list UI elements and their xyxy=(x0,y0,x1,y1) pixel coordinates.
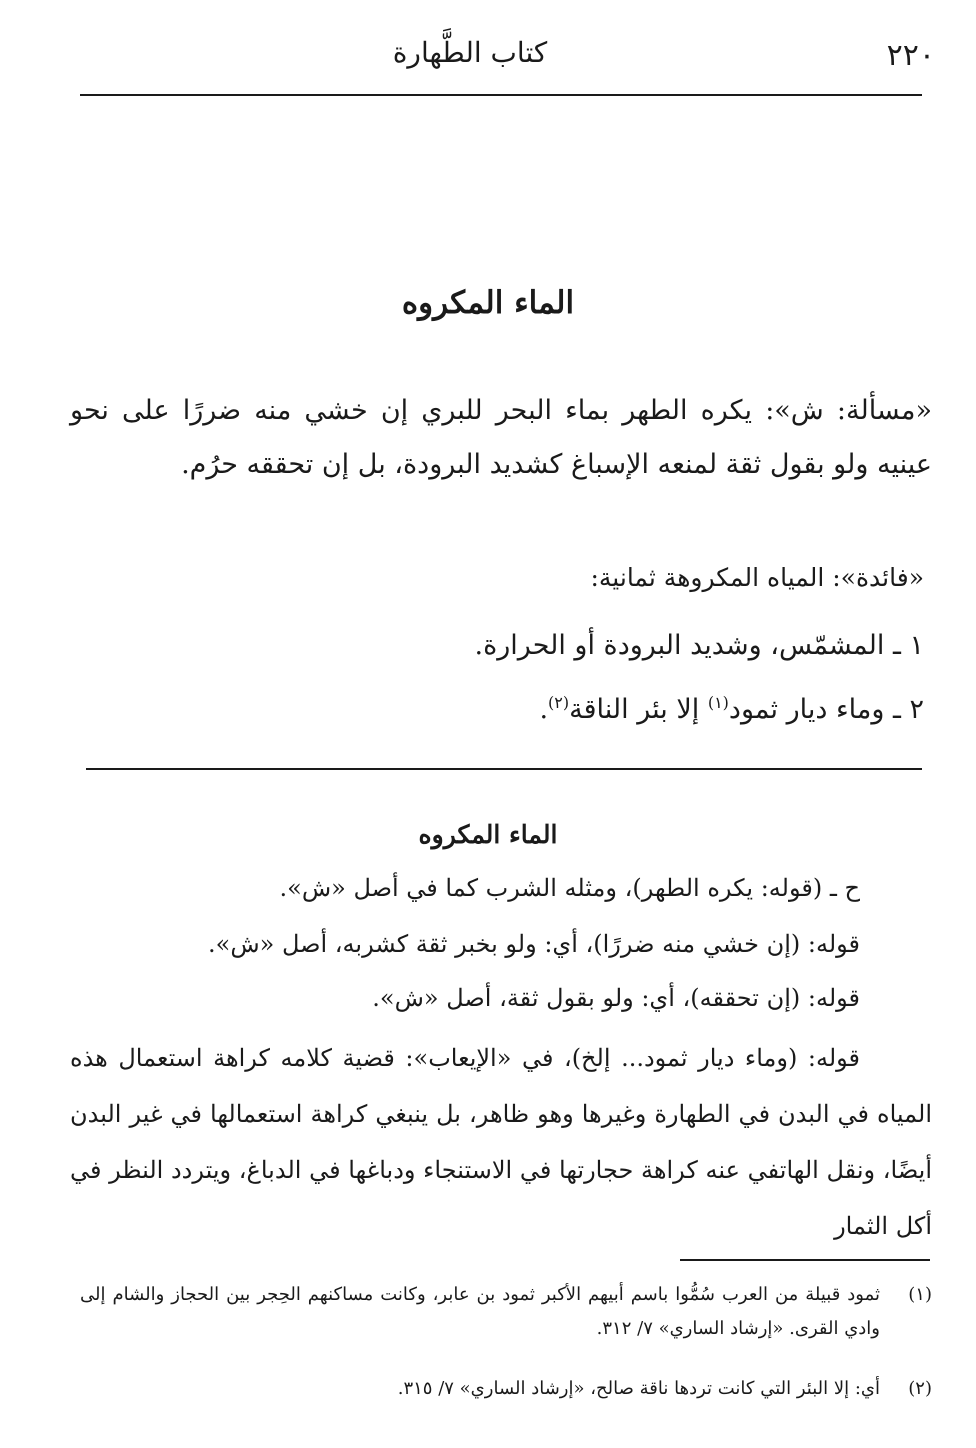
commentary-line: قوله: (إن تحققه)، أي: ولو بقول ثقة، أصل «ش». xyxy=(372,984,860,1012)
matn-paragraph: «مسألة: ش»: يكره الطهر بماء البحر للبري إن خشي منه ضررًا على نحو عينيه ولو بقول ثقة لمنعه الإسباغ كشديد البرودة، بل إن تحققه حرُم. xyxy=(70,395,932,480)
commentary-heading: الماء المكروه xyxy=(418,820,558,849)
footnote xyxy=(80,1278,932,1346)
commentary-line: قوله: (إن خشي منه ضررًا)، أي: ولو بخبر ثقة كشربه، أصل «ش». xyxy=(208,930,860,958)
header-rule xyxy=(80,94,922,96)
list-item-end: . xyxy=(539,694,549,725)
footnote-ref-link[interactable]: (٢) xyxy=(548,693,570,712)
list-item-text: إلا بئر الناقة xyxy=(569,694,708,725)
list-item-text: ٢ ـ وماء ديار ثمود xyxy=(728,694,924,725)
footnote-text: أي: إلا البئر التي كانت تردها ناقة صالح، «إرشاد الساري» ٧/ ٣١٥. xyxy=(397,1378,880,1399)
commentary-line: ح ـ (قوله: يكره الطهر)، ومثله الشرب كما في أصل «ش». xyxy=(279,874,860,902)
section-heading: الماء المكروه xyxy=(401,285,575,321)
fawaid-intro: «فائدة»: المياه المكروهة ثمانية: xyxy=(590,563,924,592)
footnote-ref-link[interactable]: (١) xyxy=(707,693,729,712)
footnote-rule xyxy=(680,1259,930,1261)
footnote-number: (١) xyxy=(908,1284,932,1305)
commentary-paragraph: قوله: (وماء ديار ثمود... إلخ)، في «الإيعاب»: قضية كلامه كراهة استعمال هذه المياه في البدن في الطهارة وغيرها وهو ظاهر، بل ينبغي كراهة استعمالها في غير البدن أيضًا، ونقل الهاتفي عنه كراهة حجارتها في الاستنجاء ودباغها في الدباغ، ويتردد النظر في أكل الثمار xyxy=(70,1044,932,1240)
running-title: كتاب الطَّهارة xyxy=(392,36,548,69)
section-divider xyxy=(86,768,922,770)
footnote xyxy=(80,1372,932,1406)
page-number: ٢٢٠ xyxy=(886,38,935,73)
list-item xyxy=(70,688,924,732)
footnote-number: (٢) xyxy=(908,1378,932,1399)
list-item: ١ ـ المشمّس، وشديد البرودة أو الحرارة. xyxy=(474,630,924,661)
footnote-text: ثمود قبيلة من العرب سُمُّوا باسم أبيهم الأكبر ثمود بن عابر، وكانت مساكنهم الحِجر بين الحجاز والشام إلى وادي القرى. «إرشاد الساري» ٧/ ٣١٢. xyxy=(80,1284,880,1339)
